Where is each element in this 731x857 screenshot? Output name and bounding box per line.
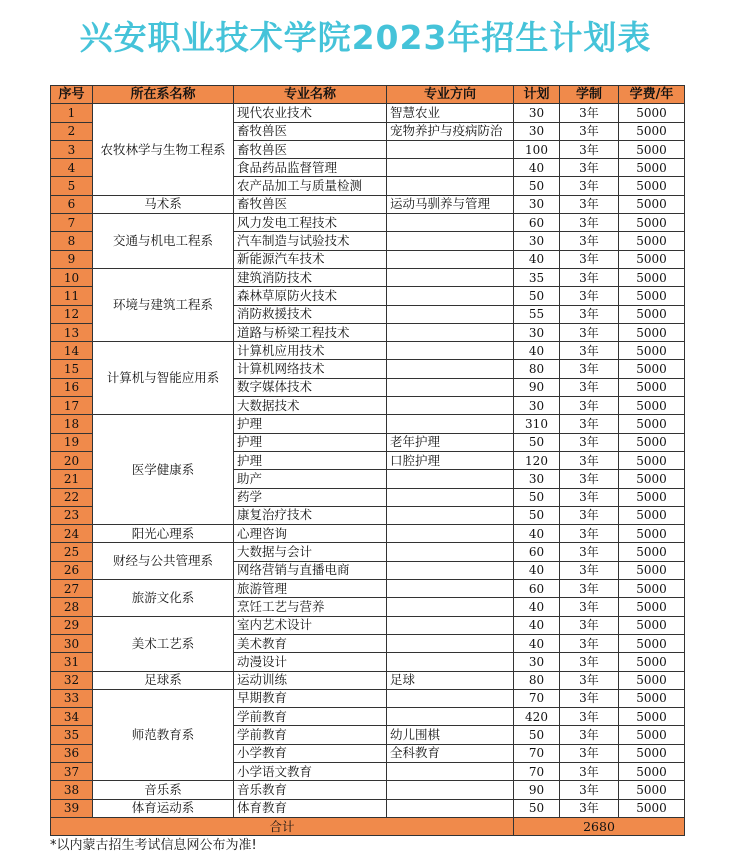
major-name: 音乐教育: [234, 781, 387, 799]
study-years: 3年: [560, 397, 619, 415]
study-years: 3年: [560, 287, 619, 305]
row-number: 21: [51, 470, 93, 488]
tuition-fee: 5000: [619, 506, 685, 524]
tuition-fee: 5000: [619, 433, 685, 451]
plan-count: 40: [514, 561, 560, 579]
tuition-fee: 5000: [619, 634, 685, 652]
major-direction: 口腔护理: [387, 451, 514, 469]
major-name: 药学: [234, 488, 387, 506]
major-name: 护理: [234, 415, 387, 433]
plan-count: 100: [514, 140, 560, 158]
major-direction: 老年护理: [387, 433, 514, 451]
header-years: 学制: [560, 86, 619, 104]
row-number: 23: [51, 506, 93, 524]
department-name: 美术工艺系: [93, 616, 234, 671]
plan-count: 30: [514, 397, 560, 415]
plan-count: 40: [514, 634, 560, 652]
department-name: 足球系: [93, 671, 234, 689]
major-name: 旅游管理: [234, 580, 387, 598]
plan-count: 310: [514, 415, 560, 433]
plan-count: 50: [514, 506, 560, 524]
department-name: 农牧林学与生物工程系: [93, 104, 234, 195]
major-name: 学前教育: [234, 726, 387, 744]
plan-count: 30: [514, 232, 560, 250]
major-name: 护理: [234, 451, 387, 469]
plan-count: 80: [514, 671, 560, 689]
row-number: 10: [51, 268, 93, 286]
department-name: 旅游文化系: [93, 580, 234, 617]
major-direction: [387, 378, 514, 396]
study-years: 3年: [560, 159, 619, 177]
study-years: 3年: [560, 488, 619, 506]
study-years: 3年: [560, 378, 619, 396]
row-number: 13: [51, 323, 93, 341]
major-name: 室内艺术设计: [234, 616, 387, 634]
study-years: 3年: [560, 744, 619, 762]
major-name: 早期教育: [234, 689, 387, 707]
study-years: 3年: [560, 689, 619, 707]
study-years: 3年: [560, 122, 619, 140]
study-years: 3年: [560, 451, 619, 469]
major-name: 体育教育: [234, 799, 387, 817]
major-name: 小学教育: [234, 744, 387, 762]
tuition-fee: 5000: [619, 250, 685, 268]
tuition-fee: 5000: [619, 305, 685, 323]
tuition-fee: 5000: [619, 762, 685, 780]
plan-count: 60: [514, 543, 560, 561]
major-direction: [387, 232, 514, 250]
row-number: 32: [51, 671, 93, 689]
row-number: 19: [51, 433, 93, 451]
tuition-fee: 5000: [619, 689, 685, 707]
plan-count: 30: [514, 470, 560, 488]
plan-count: 50: [514, 488, 560, 506]
study-years: 3年: [560, 305, 619, 323]
row-number: 11: [51, 287, 93, 305]
plan-count: 40: [514, 342, 560, 360]
table-row: [51, 104, 685, 122]
major-name: 新能源汽车技术: [234, 250, 387, 268]
major-direction: [387, 177, 514, 195]
table-row: [51, 799, 685, 817]
major-name: 畜牧兽医: [234, 140, 387, 158]
tuition-fee: 5000: [619, 543, 685, 561]
tuition-fee: 5000: [619, 488, 685, 506]
table-row: [51, 616, 685, 634]
tuition-fee: 5000: [619, 214, 685, 232]
tuition-fee: 5000: [619, 708, 685, 726]
row-number: 5: [51, 177, 93, 195]
major-direction: [387, 616, 514, 634]
major-name: 道路与桥梁工程技术: [234, 323, 387, 341]
study-years: 3年: [560, 598, 619, 616]
table-body: [51, 104, 685, 818]
tuition-fee: 5000: [619, 561, 685, 579]
major-direction: [387, 415, 514, 433]
row-number: 25: [51, 543, 93, 561]
study-years: 3年: [560, 360, 619, 378]
tuition-fee: 5000: [619, 671, 685, 689]
major-direction: [387, 598, 514, 616]
plan-count: 40: [514, 250, 560, 268]
major-direction: [387, 268, 514, 286]
study-years: 3年: [560, 525, 619, 543]
department-name: 师范教育系: [93, 689, 234, 780]
plan-count: 50: [514, 433, 560, 451]
major-name: 畜牧兽医: [234, 122, 387, 140]
row-number: 28: [51, 598, 93, 616]
header-number: 序号: [51, 86, 93, 104]
plan-count: 50: [514, 177, 560, 195]
department-name: 体育运动系: [93, 799, 234, 817]
row-number: 37: [51, 762, 93, 780]
row-number: 18: [51, 415, 93, 433]
table-row: [51, 580, 685, 598]
department-name: 计算机与智能应用系: [93, 342, 234, 415]
study-years: 3年: [560, 177, 619, 195]
plan-count: 90: [514, 781, 560, 799]
major-name: 畜牧兽医: [234, 195, 387, 213]
row-number: 30: [51, 634, 93, 652]
tuition-fee: 5000: [619, 360, 685, 378]
major-name: 运动训练: [234, 671, 387, 689]
plan-count: 40: [514, 159, 560, 177]
study-years: 3年: [560, 762, 619, 780]
study-years: 3年: [560, 214, 619, 232]
major-name: 农产品加工与质量检测: [234, 177, 387, 195]
tuition-fee: 5000: [619, 598, 685, 616]
study-years: 3年: [560, 250, 619, 268]
tuition-fee: 5000: [619, 159, 685, 177]
tuition-fee: 5000: [619, 195, 685, 213]
plan-count: 40: [514, 616, 560, 634]
study-years: 3年: [560, 268, 619, 286]
major-direction: [387, 708, 514, 726]
tuition-fee: 5000: [619, 726, 685, 744]
plan-count: 70: [514, 689, 560, 707]
major-direction: [387, 525, 514, 543]
major-direction: 全科教育: [387, 744, 514, 762]
major-direction: [387, 543, 514, 561]
study-years: 3年: [560, 561, 619, 579]
row-number: 16: [51, 378, 93, 396]
tuition-fee: 5000: [619, 525, 685, 543]
major-direction: [387, 159, 514, 177]
tuition-fee: 5000: [619, 232, 685, 250]
plan-count: 40: [514, 525, 560, 543]
study-years: 3年: [560, 708, 619, 726]
study-years: 3年: [560, 781, 619, 799]
study-years: 3年: [560, 580, 619, 598]
major-direction: [387, 488, 514, 506]
department-name: 环境与建筑工程系: [93, 268, 234, 341]
major-direction: [387, 580, 514, 598]
major-name: 护理: [234, 433, 387, 451]
plan-count: 35: [514, 268, 560, 286]
tuition-fee: 5000: [619, 653, 685, 671]
department-name: 交通与机电工程系: [93, 214, 234, 269]
table-header-row: [51, 86, 685, 104]
table-row: [51, 689, 685, 707]
enrollment-plan-table: [50, 85, 685, 836]
major-direction: [387, 140, 514, 158]
major-name: 心理咨询: [234, 525, 387, 543]
row-number: 2: [51, 122, 93, 140]
major-direction: [387, 342, 514, 360]
row-number: 35: [51, 726, 93, 744]
major-direction: [387, 305, 514, 323]
table-row: [51, 543, 685, 561]
tuition-fee: 5000: [619, 140, 685, 158]
major-direction: [387, 689, 514, 707]
table-row: [51, 342, 685, 360]
study-years: 3年: [560, 616, 619, 634]
department-name: 医学健康系: [93, 415, 234, 525]
row-number: 38: [51, 781, 93, 799]
department-name: 财经与公共管理系: [93, 543, 234, 580]
study-years: 3年: [560, 726, 619, 744]
tuition-fee: 5000: [619, 470, 685, 488]
plan-count: 90: [514, 378, 560, 396]
total-value: 2680: [514, 817, 685, 835]
header-department: 所在系名称: [93, 86, 234, 104]
row-number: 17: [51, 397, 93, 415]
major-direction: 智慧农业: [387, 104, 514, 122]
row-number: 1: [51, 104, 93, 122]
table-row: [51, 781, 685, 799]
page-title: 兴安职业技术学院2023年招生计划表: [79, 18, 652, 57]
major-direction: [387, 287, 514, 305]
major-name: 烹饪工艺与营养: [234, 598, 387, 616]
row-number: 20: [51, 451, 93, 469]
tuition-fee: 5000: [619, 744, 685, 762]
major-name: 汽车制造与试验技术: [234, 232, 387, 250]
table-row: [51, 415, 685, 433]
table-row: [51, 525, 685, 543]
total-row: [51, 817, 685, 835]
tuition-fee: 5000: [619, 616, 685, 634]
tuition-fee: 5000: [619, 104, 685, 122]
major-direction: [387, 799, 514, 817]
study-years: 3年: [560, 671, 619, 689]
major-direction: [387, 470, 514, 488]
row-number: 12: [51, 305, 93, 323]
major-name: 消防救援技术: [234, 305, 387, 323]
plan-count: 40: [514, 598, 560, 616]
row-number: 39: [51, 799, 93, 817]
tuition-fee: 5000: [619, 415, 685, 433]
tuition-fee: 5000: [619, 799, 685, 817]
row-number: 3: [51, 140, 93, 158]
major-name: 助产: [234, 470, 387, 488]
table-row: [51, 671, 685, 689]
plan-count: 30: [514, 323, 560, 341]
major-name: 数字媒体技术: [234, 378, 387, 396]
total-label: 合计: [51, 817, 514, 835]
row-number: 7: [51, 214, 93, 232]
department-name: 马术系: [93, 195, 234, 213]
major-direction: [387, 360, 514, 378]
row-number: 15: [51, 360, 93, 378]
major-name: 美术教育: [234, 634, 387, 652]
tuition-fee: 5000: [619, 122, 685, 140]
header-major: 专业名称: [234, 86, 387, 104]
major-name: 康复治疗技术: [234, 506, 387, 524]
major-direction: [387, 653, 514, 671]
major-name: 森林草原防火技术: [234, 287, 387, 305]
major-name: 计算机网络技术: [234, 360, 387, 378]
header-direction: 专业方向: [387, 86, 514, 104]
plan-count: 55: [514, 305, 560, 323]
major-direction: [387, 634, 514, 652]
study-years: 3年: [560, 433, 619, 451]
plan-count: 80: [514, 360, 560, 378]
plan-count: 30: [514, 122, 560, 140]
major-name: 大数据与会计: [234, 543, 387, 561]
row-number: 14: [51, 342, 93, 360]
plan-count: 30: [514, 195, 560, 213]
major-direction: [387, 397, 514, 415]
row-number: 31: [51, 653, 93, 671]
major-direction: [387, 214, 514, 232]
study-years: 3年: [560, 323, 619, 341]
tuition-fee: 5000: [619, 451, 685, 469]
major-direction: 幼儿围棋: [387, 726, 514, 744]
plan-count: 50: [514, 287, 560, 305]
major-name: 计算机应用技术: [234, 342, 387, 360]
row-number: 34: [51, 708, 93, 726]
plan-count: 70: [514, 762, 560, 780]
study-years: 3年: [560, 104, 619, 122]
department-name: 音乐系: [93, 781, 234, 799]
tuition-fee: 5000: [619, 342, 685, 360]
major-name: 食品药品监督管理: [234, 159, 387, 177]
row-number: 29: [51, 616, 93, 634]
study-years: 3年: [560, 634, 619, 652]
table-row: [51, 195, 685, 213]
study-years: 3年: [560, 232, 619, 250]
study-years: 3年: [560, 342, 619, 360]
study-years: 3年: [560, 799, 619, 817]
plan-count: 120: [514, 451, 560, 469]
major-name: 风力发电工程技术: [234, 214, 387, 232]
study-years: 3年: [560, 195, 619, 213]
major-direction: [387, 561, 514, 579]
tuition-fee: 5000: [619, 287, 685, 305]
row-number: 4: [51, 159, 93, 177]
major-direction: [387, 323, 514, 341]
major-direction: [387, 250, 514, 268]
row-number: 26: [51, 561, 93, 579]
study-years: 3年: [560, 415, 619, 433]
major-name: 建筑消防技术: [234, 268, 387, 286]
study-years: 3年: [560, 470, 619, 488]
plan-count: 70: [514, 744, 560, 762]
row-number: 22: [51, 488, 93, 506]
header-fee: 学费/年: [619, 86, 685, 104]
major-direction: 宠物养护与疫病防治: [387, 122, 514, 140]
major-name: 现代农业技术: [234, 104, 387, 122]
enrollment-table-container: [50, 85, 685, 836]
major-name: 学前教育: [234, 708, 387, 726]
tuition-fee: 5000: [619, 397, 685, 415]
tuition-fee: 5000: [619, 580, 685, 598]
study-years: 3年: [560, 653, 619, 671]
major-direction: [387, 506, 514, 524]
major-direction: 足球: [387, 671, 514, 689]
plan-count: 30: [514, 653, 560, 671]
tuition-fee: 5000: [619, 268, 685, 286]
table-row: [51, 214, 685, 232]
row-number: 24: [51, 525, 93, 543]
row-number: 36: [51, 744, 93, 762]
plan-count: 30: [514, 104, 560, 122]
major-name: 动漫设计: [234, 653, 387, 671]
row-number: 33: [51, 689, 93, 707]
major-direction: [387, 781, 514, 799]
plan-count: 420: [514, 708, 560, 726]
footnote: *以内蒙古招生考试信息网公布为准!: [50, 838, 257, 853]
tuition-fee: 5000: [619, 781, 685, 799]
plan-count: 60: [514, 580, 560, 598]
plan-count: 50: [514, 726, 560, 744]
major-name: 大数据技术: [234, 397, 387, 415]
major-direction: 运动马驯养与管理: [387, 195, 514, 213]
row-number: 27: [51, 580, 93, 598]
study-years: 3年: [560, 506, 619, 524]
row-number: 6: [51, 195, 93, 213]
tuition-fee: 5000: [619, 177, 685, 195]
row-number: 8: [51, 232, 93, 250]
tuition-fee: 5000: [619, 378, 685, 396]
study-years: 3年: [560, 543, 619, 561]
major-name: 网络营销与直播电商: [234, 561, 387, 579]
plan-count: 50: [514, 799, 560, 817]
header-plan: 计划: [514, 86, 560, 104]
study-years: 3年: [560, 140, 619, 158]
tuition-fee: 5000: [619, 323, 685, 341]
major-name: 小学语文教育: [234, 762, 387, 780]
row-number: 9: [51, 250, 93, 268]
plan-count: 60: [514, 214, 560, 232]
department-name: 阳光心理系: [93, 525, 234, 543]
major-direction: [387, 762, 514, 780]
table-row: [51, 268, 685, 286]
